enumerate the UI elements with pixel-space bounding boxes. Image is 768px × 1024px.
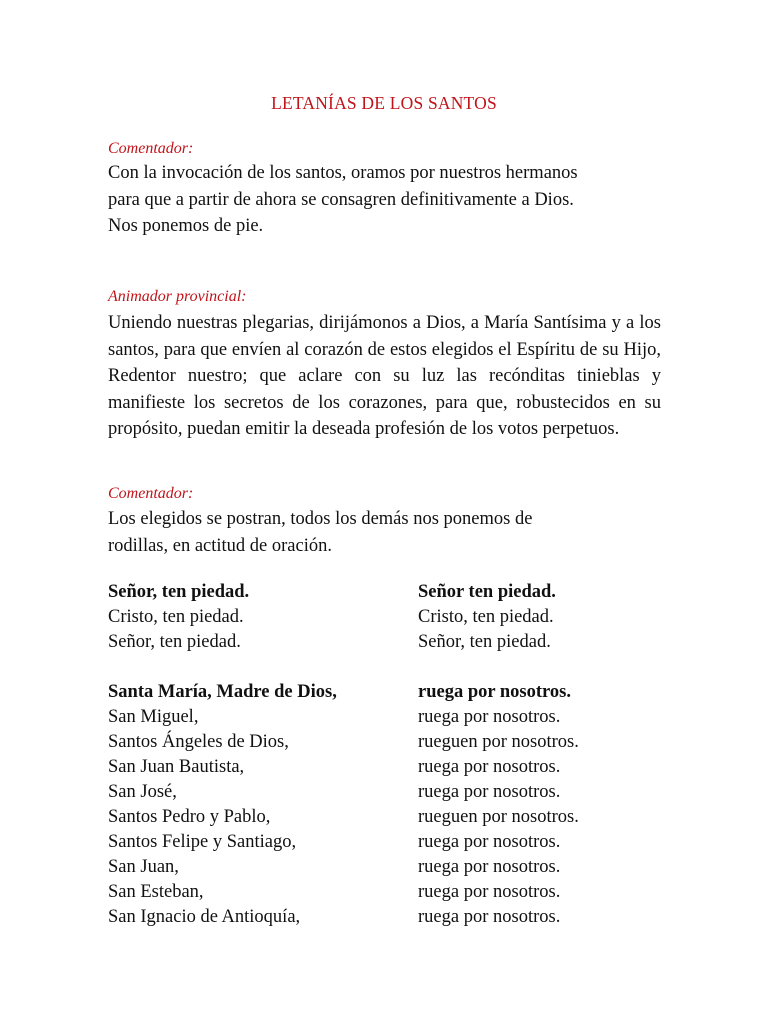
invocation-text: Santos Pedro y Pablo,	[108, 807, 271, 827]
paragraph-line: Santísima y a los santos, para que envíen al corazón de estos	[108, 313, 661, 360]
paragraph-line: Los elegidos se postran, todos los demás nos ponemos de	[108, 509, 533, 529]
response-text: ruega por nosotros.	[418, 682, 571, 702]
invocation-text: San José,	[108, 782, 177, 802]
response-text: ruega por nosotros.	[418, 857, 561, 877]
response-text: Señor, ten piedad.	[418, 632, 551, 652]
litany-row	[108, 880, 668, 905]
litany-row	[108, 705, 668, 730]
invocation-text: San Juan,	[108, 857, 179, 877]
paragraph-line: emitir la deseada profesión de los votos perpetuos.	[245, 419, 620, 439]
kyrie-row	[108, 630, 668, 655]
paragraph-postracion	[108, 506, 661, 559]
litany-row	[108, 855, 668, 880]
kyrie-row	[108, 580, 668, 605]
response-text: ruega por nosotros.	[418, 882, 561, 902]
invocation-text: San Miguel,	[108, 707, 199, 727]
paragraph-line: Con la invocación de los santos, oramos por nuestros hermanos	[108, 163, 578, 183]
litany-row	[108, 755, 668, 780]
litany-row	[108, 805, 668, 830]
response-text: Cristo, ten piedad.	[418, 607, 554, 627]
response-text: ruega por nosotros.	[418, 757, 561, 777]
speaker-label-comentador-2: Comentador:	[108, 485, 194, 502]
invocation-text: Cristo, ten piedad.	[108, 607, 244, 627]
paragraph-line: su luz las recónditas tinieblas y manifieste los secretos de los	[108, 366, 662, 413]
speaker-label-comentador-1: Comentador:	[108, 140, 194, 157]
page-title: LETANÍAS DE LOS SANTOS	[271, 93, 497, 113]
invocation-text: Señor, ten piedad.	[108, 632, 241, 652]
invocation-text: Santos Ángeles de Dios,	[108, 732, 289, 752]
kyrie-row	[108, 605, 668, 630]
response-text: ruega por nosotros.	[418, 832, 561, 852]
litany-row	[108, 780, 668, 805]
response-text: ruega por nosotros.	[418, 782, 561, 802]
paragraph-line: elegidos el Espíritu de su Hijo, Redentor nuestro; que aclare con	[108, 339, 661, 386]
response-text: rueguen por nosotros.	[418, 807, 579, 827]
litany-row	[108, 730, 668, 755]
paragraph-line: Nos ponemos de pie.	[108, 216, 264, 236]
paragraph-line: para que a partir de ahora se consagren definitivamente a Dios.	[108, 189, 574, 210]
paragraph-line: corazones, para que, robustecidos en su propósito, puedan	[108, 392, 662, 439]
response-text: Señor ten piedad.	[418, 582, 556, 602]
litany-row	[108, 830, 668, 855]
response-text: ruega por nosotros.	[418, 707, 561, 727]
invocation-text: San Esteban,	[108, 882, 204, 902]
response-text: ruega por nosotros.	[418, 907, 561, 927]
paragraph-plegarias	[108, 310, 661, 443]
invocation-text: San Ignacio de Antioquía,	[108, 907, 301, 927]
litany-row	[108, 905, 668, 930]
invocation-text: Santos Felipe y Santiago,	[108, 832, 297, 852]
litany-row	[108, 680, 668, 705]
paragraph-line: rodillas, en actitud de oración.	[108, 535, 332, 556]
paragraph-line: Uniendo nuestras plegarias, dirijámonos a Dios, a María	[108, 313, 529, 333]
paragraph-invocacion	[108, 160, 661, 240]
invocation-text: Señor, ten piedad.	[108, 582, 250, 602]
speaker-label-animador: Animador provincial:	[108, 288, 247, 305]
response-text: rueguen por nosotros.	[418, 732, 579, 752]
invocation-text: San Juan Bautista,	[108, 757, 245, 777]
invocation-text: Santa María, Madre de Dios,	[108, 682, 337, 702]
